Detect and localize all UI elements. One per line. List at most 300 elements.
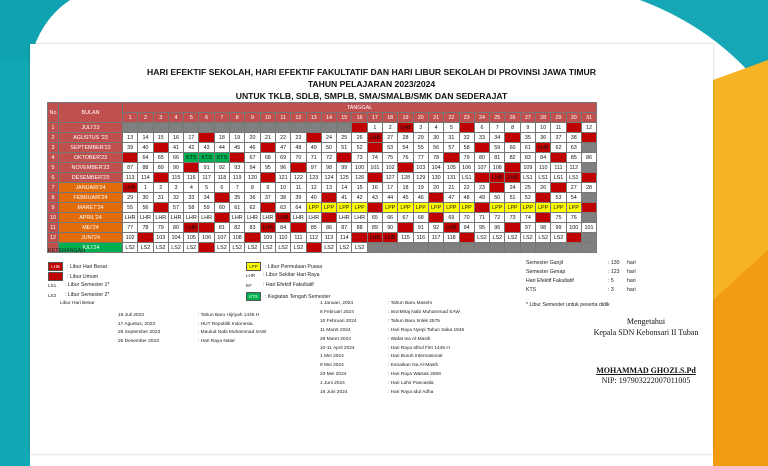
holiday-date: 1 Juni 2024: [320, 381, 345, 387]
day-cell: [536, 243, 551, 253]
legend-text: : Libur Umum: [67, 273, 99, 280]
day-cell: LHR: [291, 213, 306, 223]
day-cell: [551, 183, 566, 193]
day-cell: 114: [138, 173, 153, 183]
title-line-3: UNTUK TKLB, SDLB, SMPLB, SMA/SMALB/SMK DAN SEDERAJAT: [235, 91, 508, 101]
day-cell: 67: [245, 153, 260, 163]
day-cell: LS2: [536, 233, 551, 243]
day-cell: 52: [352, 143, 367, 153]
day-cell: 29: [413, 133, 428, 143]
day-cell: 80: [168, 223, 183, 233]
day-cell: 68: [413, 213, 428, 223]
day-cell: 41: [337, 193, 352, 203]
legend-code: EF: [246, 282, 252, 288]
day-cell: [199, 123, 214, 133]
day-cell: LHR: [123, 213, 138, 223]
day-cell: 5: [444, 123, 459, 133]
day-cell: 91: [199, 163, 214, 173]
holiday-name: : Hari Raya Natal: [198, 338, 235, 344]
semester-unit: hari: [627, 269, 636, 275]
day-cell: LPP: [428, 203, 443, 213]
day-cell: 40: [138, 143, 153, 153]
row-month: NOVEMBER'23: [59, 163, 123, 173]
day-cell: LHR: [138, 213, 153, 223]
day-cell: [291, 163, 306, 173]
row-no: 3: [48, 143, 59, 153]
day-cell: 4: [428, 123, 443, 133]
day-header: 22: [444, 113, 459, 123]
day-header: 19: [398, 113, 413, 123]
day-cell: [306, 123, 321, 133]
day-cell: 95: [260, 163, 275, 173]
semester-value: : 123: [608, 269, 620, 275]
holiday-name: : HUT Republik Indonesia: [198, 321, 253, 327]
day-cell: 76: [398, 153, 413, 163]
title-line-1: HARI EFEKTIF SEKOLAH, HARI EFEKTIF FAKULTATIF DAN HARI LIBUR SEKOLAH DI PROVINSI JAWA TIMUR: [147, 67, 596, 77]
day-cell: 1: [367, 123, 382, 133]
day-cell: [581, 213, 596, 223]
day-cell: LHR: [306, 213, 321, 223]
holiday-date: 11 Maret 2024: [320, 327, 351, 333]
day-cell: 26: [352, 133, 367, 143]
day-cell: 96: [490, 223, 505, 233]
day-cell: [581, 163, 596, 173]
semester-unit: hari: [627, 278, 636, 284]
day-cell: [398, 243, 413, 253]
day-cell: LHB: [383, 233, 398, 243]
day-cell: 53: [551, 193, 566, 203]
day-cell: 33: [184, 193, 199, 203]
day-cell: 105: [444, 163, 459, 173]
day-cell: [581, 243, 596, 253]
day-cell: 66: [168, 153, 183, 163]
day-cell: 10: [536, 123, 551, 133]
day-cell: 25: [520, 183, 535, 193]
semester-value: : 130: [608, 260, 620, 266]
semester-note: * Libur Semester untuk peserta didik: [526, 302, 610, 308]
day-cell: [474, 173, 489, 183]
day-cell: 34: [490, 133, 505, 143]
day-cell: 131: [444, 173, 459, 183]
day-cell: 99: [551, 223, 566, 233]
day-cell: [230, 153, 245, 163]
day-cell: 114: [337, 233, 352, 243]
day-cell: 22: [275, 133, 290, 143]
day-cell: 82: [505, 153, 520, 163]
day-cell: 67: [398, 213, 413, 223]
day-cell: 117: [428, 233, 443, 243]
day-cell: LHR: [153, 213, 168, 223]
day-header: 2: [138, 113, 153, 123]
day-cell: LPP: [444, 203, 459, 213]
table-row: [48, 133, 597, 143]
day-cell: 38: [275, 193, 290, 203]
day-cell: 78: [428, 153, 443, 163]
day-cell: 94: [459, 223, 474, 233]
legend-item: [48, 282, 109, 288]
day-cell: 122: [291, 173, 306, 183]
day-cell: [444, 153, 459, 163]
day-cell: 46: [413, 193, 428, 203]
legend-code: LPP: [246, 262, 261, 271]
day-cell: [505, 163, 520, 173]
day-cell: LPP: [321, 203, 336, 213]
day-cell: 80: [474, 153, 489, 163]
day-cell: [566, 123, 581, 133]
day-cell: 19: [413, 183, 428, 193]
day-cell: [199, 223, 214, 233]
day-cell: LPP: [337, 203, 352, 213]
day-cell: 100: [352, 163, 367, 173]
day-cell: 28: [398, 133, 413, 143]
day-cell: [490, 183, 505, 193]
day-cell: 23: [291, 133, 306, 143]
day-cell: 73: [352, 153, 367, 163]
day-cell: LPP: [459, 203, 474, 213]
legend-item: [48, 292, 109, 298]
day-cell: 12: [306, 183, 321, 193]
day-cell: 50: [321, 143, 336, 153]
day-cell: [260, 203, 275, 213]
day-cell: 43: [367, 193, 382, 203]
day-cell: [260, 123, 275, 133]
day-cell: [474, 143, 489, 153]
day-cell: LHR: [337, 213, 352, 223]
day-cell: 17: [383, 183, 398, 193]
day-cell: LS2: [230, 243, 245, 253]
day-cell: LHB: [367, 233, 382, 243]
table-row: [48, 243, 597, 253]
day-cell: 44: [214, 143, 229, 153]
holiday-date: 23 Mei 2024: [320, 372, 347, 378]
legend-item: [246, 282, 314, 288]
day-cell: [581, 133, 596, 143]
holidays-header: Libur Hari Besar: [60, 301, 95, 306]
day-cell: 123: [306, 173, 321, 183]
day-cell: 2: [383, 123, 398, 133]
day-cell: 76: [566, 213, 581, 223]
row-no: 12: [48, 233, 59, 243]
day-cell: 47: [275, 143, 290, 153]
table-row: [48, 193, 597, 203]
holiday-name: : Kenaikan Isa Al-Masih: [388, 363, 439, 369]
day-cell: [153, 203, 168, 213]
day-cell: 12: [581, 123, 596, 133]
day-cell: LHB: [367, 133, 382, 143]
day-cell: LS2: [474, 233, 489, 243]
day-cell: [459, 233, 474, 243]
row-month: APRIL'24: [59, 213, 123, 223]
day-header: 4: [168, 113, 183, 123]
day-cell: 8: [245, 183, 260, 193]
day-cell: 85: [566, 153, 581, 163]
day-cell: 36: [536, 133, 551, 143]
day-cell: LHB: [398, 123, 413, 133]
holiday-name: : Hari Buruh Internasional: [388, 354, 443, 360]
holiday-name: : Maulud Nabi Muhammad SAW: [198, 330, 267, 336]
day-cell: 65: [153, 153, 168, 163]
day-header: 16: [352, 113, 367, 123]
day-cell: 35: [520, 133, 535, 143]
holiday-date: 25 Desember 2023: [118, 338, 159, 344]
day-cell: 18: [398, 183, 413, 193]
day-cell: [321, 193, 336, 203]
row-no: 5: [48, 163, 59, 173]
semester-label: Hari Efektif Fakultatif: [526, 278, 574, 284]
day-cell: 4: [184, 183, 199, 193]
day-cell: 28: [581, 183, 596, 193]
day-cell: 101: [581, 223, 596, 233]
day-cell: 22: [459, 183, 474, 193]
day-cell: KTS: [184, 153, 199, 163]
day-cell: [367, 243, 382, 253]
day-cell: 106: [459, 163, 474, 173]
day-cell: [398, 163, 413, 173]
day-cell: 9: [520, 123, 535, 133]
semester-unit: hari: [627, 260, 636, 266]
day-cell: KTS: [199, 153, 214, 163]
day-cell: [444, 243, 459, 253]
day-cell: 55: [413, 143, 428, 153]
day-cell: 2: [153, 183, 168, 193]
day-cell: [413, 243, 428, 253]
row-no: 11: [48, 223, 59, 233]
day-cell: [536, 213, 551, 223]
day-cell: 82: [230, 223, 245, 233]
day-cell: [275, 123, 290, 133]
day-cell: [581, 143, 596, 153]
signature-line2: Kepala SDN Kebonsari II Tuban: [593, 328, 699, 337]
day-cell: 61: [520, 143, 535, 153]
day-cell: 71: [474, 213, 489, 223]
day-cell: 44: [383, 193, 398, 203]
day-cell: LHB: [260, 223, 275, 233]
day-cell: 97: [520, 223, 535, 233]
day-cell: LS2: [245, 243, 260, 253]
day-cell: 26: [536, 183, 551, 193]
day-cell: 20: [428, 183, 443, 193]
row-month: JULI'23: [59, 123, 123, 133]
day-cell: 68: [260, 153, 275, 163]
day-cell: 43: [199, 143, 214, 153]
day-cell: 75: [551, 213, 566, 223]
day-cell: 48: [291, 143, 306, 153]
day-cell: 27: [566, 183, 581, 193]
day-cell: 34: [199, 193, 214, 203]
row-no: 4: [48, 153, 59, 163]
legend-code: [48, 272, 63, 281]
day-cell: 101: [367, 163, 382, 173]
day-cell: 111: [551, 163, 566, 173]
day-cell: 7: [230, 183, 245, 193]
day-cell: 116: [184, 173, 199, 183]
day-header: 25: [490, 113, 505, 123]
day-cell: 88: [352, 223, 367, 233]
day-cell: 89: [367, 223, 382, 233]
day-cell: 40: [306, 193, 321, 203]
day-cell: LHR: [260, 213, 275, 223]
day-cell: [505, 223, 520, 233]
row-no: 6: [48, 173, 59, 183]
day-cell: 32: [168, 193, 183, 203]
semester-value: : 3: [608, 287, 614, 293]
day-cell: LS1: [566, 173, 581, 183]
table-row: [48, 233, 597, 243]
day-cell: [566, 243, 581, 253]
table-row: [48, 163, 597, 173]
day-cell: KTS: [214, 153, 229, 163]
day-cell: 126: [352, 173, 367, 183]
day-cell: LS2: [153, 243, 168, 253]
title-line-2: TAHUN PELAJARAN 2023/2024: [307, 79, 436, 89]
day-cell: 15: [352, 183, 367, 193]
day-cell: LHR: [230, 213, 245, 223]
day-cell: [428, 193, 443, 203]
legend-item: [48, 272, 98, 281]
day-header: 26: [505, 113, 520, 123]
table-row: [48, 173, 597, 183]
day-cell: 25: [337, 133, 352, 143]
day-cell: 13: [123, 133, 138, 143]
day-cell: 113: [123, 173, 138, 183]
day-cell: 60: [214, 203, 229, 213]
day-cell: LPP: [413, 203, 428, 213]
day-cell: 51: [505, 193, 520, 203]
day-cell: [428, 243, 443, 253]
day-cell: 87: [337, 223, 352, 233]
holiday-date: 1 Januari, 2024: [320, 301, 354, 306]
day-cell: 53: [383, 143, 398, 153]
day-cell: 47: [444, 193, 459, 203]
day-cell: 11: [291, 183, 306, 193]
day-cell: 30: [428, 133, 443, 143]
day-cell: 21: [260, 133, 275, 143]
table-row: [48, 183, 597, 193]
day-cell: 16: [168, 133, 183, 143]
day-cell: 24: [505, 183, 520, 193]
day-cell: 128: [398, 173, 413, 183]
day-cell: 24: [321, 133, 336, 143]
day-cell: 108: [490, 163, 505, 173]
day-cell: LHR: [245, 213, 260, 223]
day-cell: 125: [337, 173, 352, 183]
header-no: No: [48, 103, 59, 123]
day-cell: 81: [214, 223, 229, 233]
day-cell: 45: [398, 193, 413, 203]
day-cell: LS2: [505, 233, 520, 243]
table-row: [48, 213, 597, 223]
header-bulan: BULAN: [59, 103, 123, 123]
day-cell: 7: [490, 123, 505, 133]
holiday-name: : Wafat Isa Al-Masih: [388, 336, 431, 342]
day-cell: [581, 193, 596, 203]
day-cell: 19: [230, 133, 245, 143]
day-cell: [474, 243, 489, 253]
day-cell: [505, 243, 520, 253]
day-cell: LPP: [505, 203, 520, 213]
day-cell: 30: [138, 193, 153, 203]
day-cell: LHR: [199, 213, 214, 223]
day-header: 23: [459, 113, 474, 123]
day-cell: 41: [168, 143, 183, 153]
day-cell: 20: [245, 133, 260, 143]
day-cell: [138, 123, 153, 133]
holiday-date: 1 Mei 2024: [320, 354, 344, 360]
day-cell: 92: [214, 163, 229, 173]
day-cell: LS2: [337, 243, 352, 253]
row-month: JULI'24: [59, 243, 123, 253]
day-cell: LS2: [520, 233, 535, 243]
day-header: 29: [551, 113, 566, 123]
day-cell: 74: [520, 213, 535, 223]
day-cell: 77: [123, 223, 138, 233]
day-header: 6: [199, 113, 214, 123]
day-cell: 61: [230, 203, 245, 213]
row-month: SEPTEMBER'23: [59, 143, 123, 153]
header-tanggal: TANGGAL: [123, 103, 597, 113]
day-cell: 38: [566, 133, 581, 143]
day-cell: 21: [444, 183, 459, 193]
table-row: [48, 153, 597, 163]
table-row: [48, 223, 597, 233]
day-cell: LS2: [138, 243, 153, 253]
day-cell: 62: [551, 143, 566, 153]
day-cell: [245, 123, 260, 133]
day-cell: 104: [168, 233, 183, 243]
day-cell: 10: [275, 183, 290, 193]
day-cell: 49: [474, 193, 489, 203]
day-cell: [337, 123, 352, 133]
holiday-name: : Hari Raya Waisak 2568: [388, 372, 441, 378]
day-cell: 46: [245, 143, 260, 153]
day-cell: [367, 143, 382, 153]
day-header: 28: [536, 113, 551, 123]
holiday-name: : Tahun Baru Imlek 2575: [388, 318, 440, 324]
day-cell: 108: [230, 233, 245, 243]
day-cell: 112: [566, 163, 581, 173]
day-cell: 115: [398, 233, 413, 243]
day-cell: 109: [520, 163, 535, 173]
day-cell: 90: [168, 163, 183, 173]
day-cell: [367, 173, 382, 183]
day-cell: 79: [153, 223, 168, 233]
day-cell: 110: [536, 163, 551, 173]
day-cell: [214, 193, 229, 203]
row-no: 7: [48, 183, 59, 193]
day-cell: [398, 223, 413, 233]
day-header: 1: [123, 113, 138, 123]
day-cell: 14: [337, 183, 352, 193]
day-cell: 37: [551, 133, 566, 143]
day-cell: 112: [306, 233, 321, 243]
day-cell: 72: [490, 213, 505, 223]
row-no: 2: [48, 133, 59, 143]
day-cell: 91: [413, 223, 428, 233]
row-no: 8: [48, 193, 59, 203]
day-header: 15: [337, 113, 352, 123]
day-cell: [581, 173, 596, 183]
legend-text: : Libur Sekitar Hari Raya: [263, 272, 320, 278]
day-cell: LPP: [306, 203, 321, 213]
day-cell: LPP: [520, 203, 535, 213]
day-cell: [138, 233, 153, 243]
day-cell: 103: [153, 233, 168, 243]
day-cell: 33: [474, 133, 489, 143]
day-cell: 6: [474, 123, 489, 133]
day-cell: 9: [260, 183, 275, 193]
day-cell: LPP: [551, 203, 566, 213]
day-header: 12: [291, 113, 306, 123]
